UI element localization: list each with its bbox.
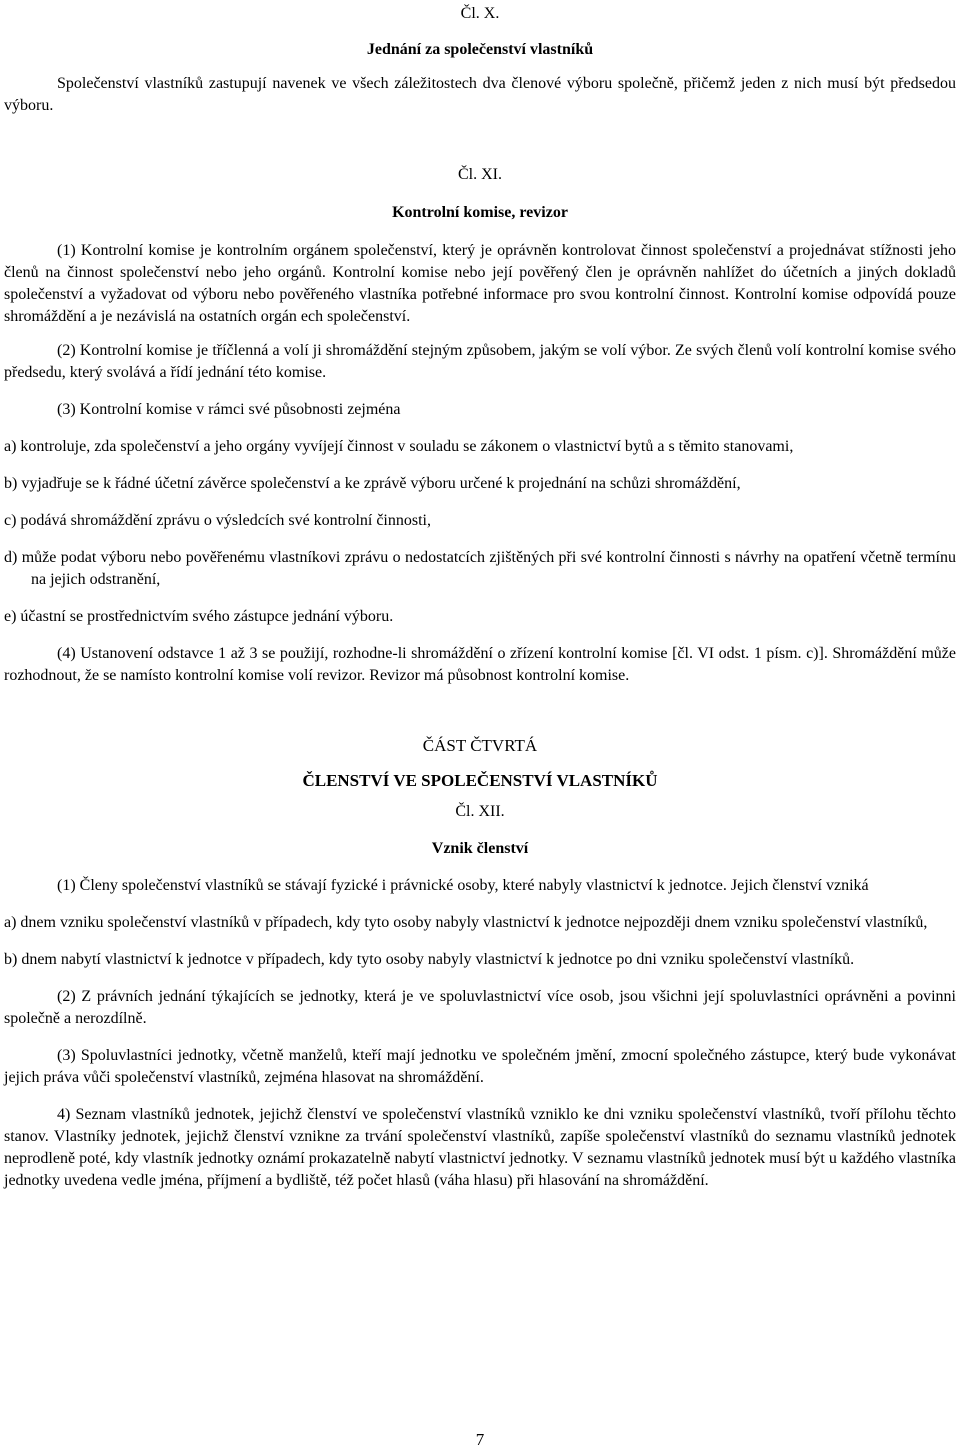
article-11-paragraph-2: (2) Kontrolní komise je tříčlenná a volí ji shromáždění stejným způsobem, jakým se volí výbor. Ze svých členů volí kontrolní komise svého předsedu, který svolává a řídí jednání této komise. <box>4 342 956 381</box>
article-11-item-b: b) vyjadřuje se k řádné účetní závěrce společenství a ke zprávě výboru určené k projednání na schůzi shromáždění, <box>4 475 741 492</box>
article-11-item-d: d) může podat výboru nebo pověřenému vlastníkovi zprávu o nedostatcích zjištěných při své kontrolní činnosti s návrhy na opatření včetně termínu na jejich odstranění, <box>4 549 956 588</box>
article-11-item-c: c) podává shromáždění zprávu o výsledcích své kontrolní činnosti, <box>4 512 431 529</box>
article-10-title: Jednání za společenství vlastníků <box>366 41 594 58</box>
article-11-item-a: a) kontroluje, zda společenství a jeho orgány vyvíjejí činnost v souladu se zákonem o vlastnictví bytů a s těmito stanovami, <box>4 438 794 455</box>
article-12-title: Vznik členství <box>431 840 529 857</box>
article-10-paragraph-1: Společenství vlastníků zastupují navenek ve všech záležitostech dva členové výboru společně, přičemž jeden z nich musí být předsedou výboru. <box>4 75 956 114</box>
article-12-paragraph-3: (3) Spoluvlastníci jednotky, včetně manželů, kteří mají jednotku ve společném jmění, zmocní společného zástupce, který bude vykonávat jejich práva vůči společenství vlastníků, zejména hlasovat na shromáždění. <box>4 1047 956 1086</box>
article-10-number: Čl. X. <box>460 5 500 22</box>
article-12-item-a: a) dnem vzniku společenství vlastníků v případech, kdy tyto osoby nabyly vlastnictví k jednotce nejpozději dnem vzniku společenství vlastníků, <box>4 914 928 931</box>
article-11-paragraph-3: (3) Kontrolní komise v rámci své působnosti zejména <box>57 401 401 418</box>
document-page <box>4 0 956 1192</box>
page-number: 7 <box>475 1430 485 1449</box>
article-11-number: Čl. XI. <box>458 166 502 183</box>
article-12-paragraph-2: (2) Z právních jednání týkajících se jednotky, která je ve spoluvlastnictví více osob, jsou všichni její spoluvlastníci oprávněni a povinni společně a nerozdílně. <box>4 988 956 1027</box>
article-12-paragraph-4: 4) Seznam vlastníků jednotek, jejichž členství ve společenství vlastníků vzniklo ke dni vzniku společenství vlastníků, tvoří přílohu těchto stanov. Vlastníky jednotek, jejichž členství vznikne za trvání společenství vlastníků, zapíše společenství vlastníků do seznamu vlastníků jednotek neprodleně poté, kdy vlastník jednotky oznámí prokazatelně nabytí vlastnictví jednotky. V seznamu vlastníků jednotek musí být u každého vlastníka jednotky uvedena vedle jména, příjmení a bydliště, též počet hlasů (váha hlasu) při hlasování na shromáždění. <box>4 1106 956 1189</box>
article-11-item-e: e) účastní se prostřednictvím svého zástupce jednání výboru. <box>4 608 394 625</box>
article-12-paragraph-1: (1) Členy společenství vlastníků se stávají fyzické i právnické osoby, které nabyly vlastnictví k jednotce. Jejich členství vzniká <box>57 877 869 894</box>
article-12-number: Čl. XII. <box>455 803 505 820</box>
part-4-title: ČLENSTVÍ VE SPOLEČENSTVÍ VLASTNÍKŮ <box>302 771 658 790</box>
article-11-paragraph-4: (4) Ustanovení odstavce 1 až 3 se použijí, rozhodne-li shromáždění o zřízení kontrolní komise [čl. VI odst. 1 písm. c)]. Shromáždění může rozhodnout, že se namísto kontrolní komise volí revizor. Revizor má působnost kontrolní komise. <box>4 645 956 684</box>
article-11-title: Kontrolní komise, revizor <box>392 204 568 221</box>
article-12-item-b: b) dnem nabytí vlastnictví k jednotce v případech, kdy tyto osoby nabyly vlastnictví k jednotce po dni vzniku společenství vlastníků. <box>4 951 855 968</box>
part-4-label: ČÁST ČTVRTÁ <box>422 736 538 755</box>
article-11-paragraph-1: (1) Kontrolní komise je kontrolním orgánem společenství, který je oprávněn kontrolovat činnost společenství a projednávat stížnosti jeho členů na činnost společenství nebo jeho orgánů. Kontrolní komise nebo její pověřený člen je oprávněn nahlížet do účetních a jiných dokladů společenství a vyžadovat od výboru nebo pověřeného vlastníka potřebné informace pro svou kontrolní činnost. Kontrolní komise odpovídá pouze shromáždění a je nezávislá na ostatních orgán ech společenství. <box>4 242 956 325</box>
